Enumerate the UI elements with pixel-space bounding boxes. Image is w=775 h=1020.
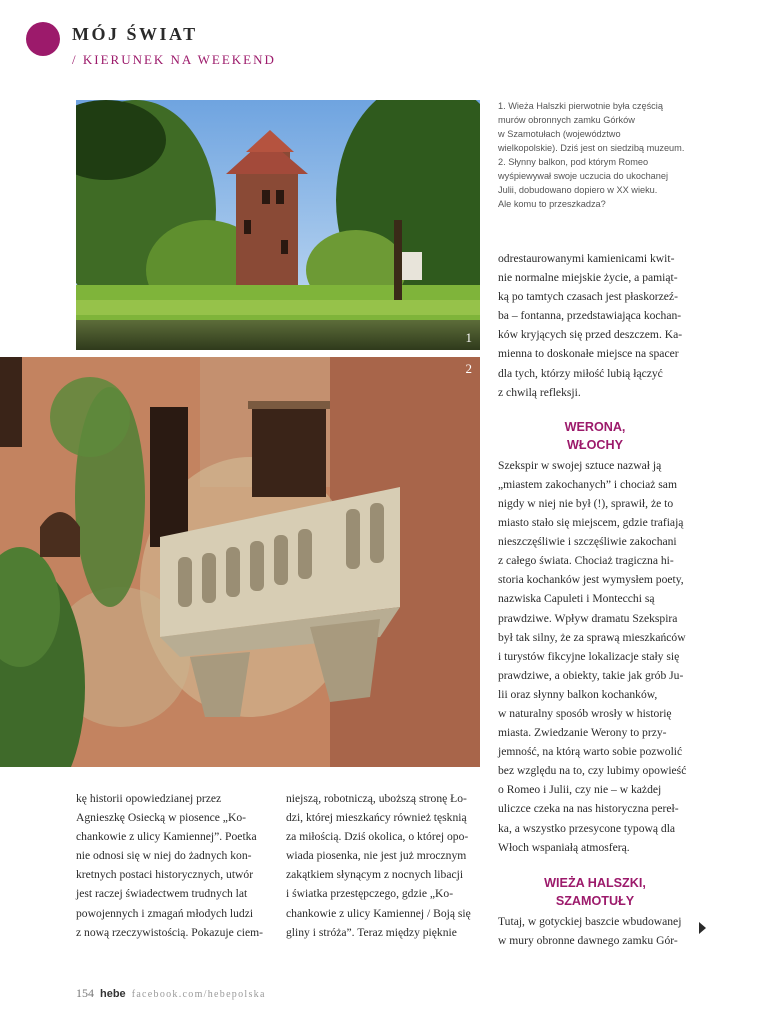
text-line: niejszą, robotniczą, uboższą stronę Ło- (286, 792, 467, 805)
text-line: dla tych, którzy miłość lubią łączyć (498, 366, 663, 380)
text-line: w mury obronne dawnego zamku Gór- (498, 933, 678, 947)
heading-verona-line2: WŁOCHY (567, 437, 623, 452)
text-line: z nową rzeczywistością. Pokazuje ciem- (76, 925, 264, 939)
text-line: miasto stało się miejscem, gdzie trafiają (498, 516, 684, 530)
heading-verona-line1: WERONA, (564, 419, 626, 434)
section-subtitle: / KIERUNEK NA WEEKEND (72, 52, 276, 67)
article-column-right (498, 249, 692, 950)
text-line: ba – fontanna, przedstawiająca kochan- (498, 309, 682, 323)
photo-number-2: 2 (465, 361, 472, 376)
caption-line: 2. Słynny balkon, pod którym Romeo (498, 157, 649, 167)
text-line: powojennych i zmagań młodych ludzi (76, 906, 254, 920)
photo-halszki-tower (76, 100, 480, 350)
text-line: i światka przestępczego, gdzie „Ko- (286, 887, 454, 901)
text-line: nigdy w niej nie był (!), sprawił, że to (498, 496, 674, 510)
text-line: wiada piosenka, nie jest już mrocznym (286, 849, 467, 863)
text-line: dzi, której mieszkańcy również tęsknią (286, 811, 467, 825)
text-line: kę historii opowiedzianej przez (76, 792, 222, 805)
text-line: jemność, na którą warto sobie pozwolić (498, 745, 683, 759)
text-line: kretnych postaci historycznych, utwór (76, 868, 254, 882)
photo-julia-balcony (0, 357, 480, 767)
facebook-link[interactable]: facebook.com/hebepolska (131, 989, 266, 1000)
continue-arrow-icon (699, 922, 706, 934)
text-line: był tak silny, że za sprawą mieszkańców (498, 630, 686, 644)
section-dot (26, 22, 60, 56)
text-line: nie normalne miejskie życie, a pamiąt- (498, 271, 678, 285)
caption-line: 1. Wieża Halszki pierwotnie była częścią (498, 101, 663, 111)
text-line: chankowie z ulicy Kamiennej / Boją się (286, 906, 471, 920)
article-column-middle (286, 789, 480, 942)
text-line: miasta. Zwiedzanie Werony to przy- (498, 726, 667, 740)
text-line: nie odnosi się w niej do żadnych kon- (76, 849, 252, 863)
text-line: chankowie z ulicy Kamiennej”. Poetka (76, 830, 257, 844)
caption-line: Julii, dobudowano dopiero w XX wieku. (498, 185, 658, 195)
text-line: Szekspir w swojej sztuce nazwał ją (498, 458, 662, 472)
text-line: „miastem zakochanych” i chociaż sam (498, 477, 677, 491)
photo-caption (498, 99, 698, 211)
text-line: uliczce czeka na nas historyczna pereł- (498, 802, 679, 816)
brand-logo: hebe (100, 988, 126, 1000)
text-line: ków kryjących się przed deszczem. Ka- (498, 328, 683, 342)
text-line: z chwilą refleksji. (498, 385, 581, 399)
heading-wieza-halszki (498, 874, 692, 910)
text-line: o Romeo i Julii, czy nie – w każdej (498, 783, 662, 797)
text-line: lii oraz słynny balkon kochanków, (498, 687, 658, 701)
text-line: gliny i stróża”. Teraz między pięknie (286, 925, 457, 939)
text-line: storia kochanków jest wymysłem poety, (498, 573, 684, 587)
caption-line: wyśpiewywał swoje uczucia do ukochanej (498, 171, 669, 181)
text-line: Włoch wspaniałą atmosferą. (498, 840, 630, 854)
text-line: odrestaurowanymi kamienicami kwit- (498, 252, 675, 265)
caption-line: wielkopolskie). Dziś jest on siedzibą muzeum. (498, 143, 685, 153)
balcony-illustration (0, 357, 480, 767)
section-title: MÓJ ŚWIAT (72, 24, 198, 44)
text-line: prawdziwe, a obiekty, takie jak grób Ju- (498, 668, 684, 682)
text-line: nazwiska Capuleti i Montecchi są (498, 592, 655, 606)
text-line: zakątkiem słynącym z nocnych libacji (286, 868, 464, 882)
text-line: Agnieszkę Osiecką w piosence „Ko- (76, 811, 246, 825)
caption-line: murów obronnych zamku Górków (498, 115, 635, 125)
text-line: w naturalny sposób wrosły w historię (498, 706, 672, 720)
text-line: Tutaj, w gotyckiej baszcie wbudowanej (498, 914, 682, 928)
text-line: jest raczej świadectwem trudnych lat (76, 887, 248, 901)
text-line: za miłością. Dziś okolica, o której opo- (286, 830, 469, 844)
text-line: prawdziwe. Wpływ dramatu Szekspira (498, 611, 678, 625)
text-line: mienna to doskonałe miejsce na spacer (498, 347, 679, 361)
text-line: nieszczęśliwie i szczęśliwie zakochani (498, 535, 677, 549)
tower-illustration (76, 100, 480, 350)
article-column-left (76, 789, 270, 942)
text-line: z całego świata. Chociaż tragiczna hi- (498, 554, 674, 568)
text-line: i turystów fikcyjne lokalizacje stały się (498, 649, 680, 663)
heading-wieza-line2: SZAMOTUŁY (555, 893, 635, 908)
heading-verona (498, 418, 692, 454)
photo-number-1: 1 (465, 330, 472, 345)
page-number: 154 (76, 986, 94, 1000)
caption-line: w Szamotułach (województwo (498, 129, 621, 139)
caption-line: Ale komu to przeszkadza? (498, 199, 606, 209)
text-line: ką po tamtych czasach jest płaskorzeź- (498, 290, 678, 304)
text-line: ka, a wszystko przesycone typową dla (498, 821, 676, 835)
heading-wieza-line1: WIEŻA HALSZKI, (544, 875, 646, 890)
page-footer (76, 986, 266, 1001)
text-line: bez względu na to, czy lubimy opowieść (498, 764, 687, 778)
